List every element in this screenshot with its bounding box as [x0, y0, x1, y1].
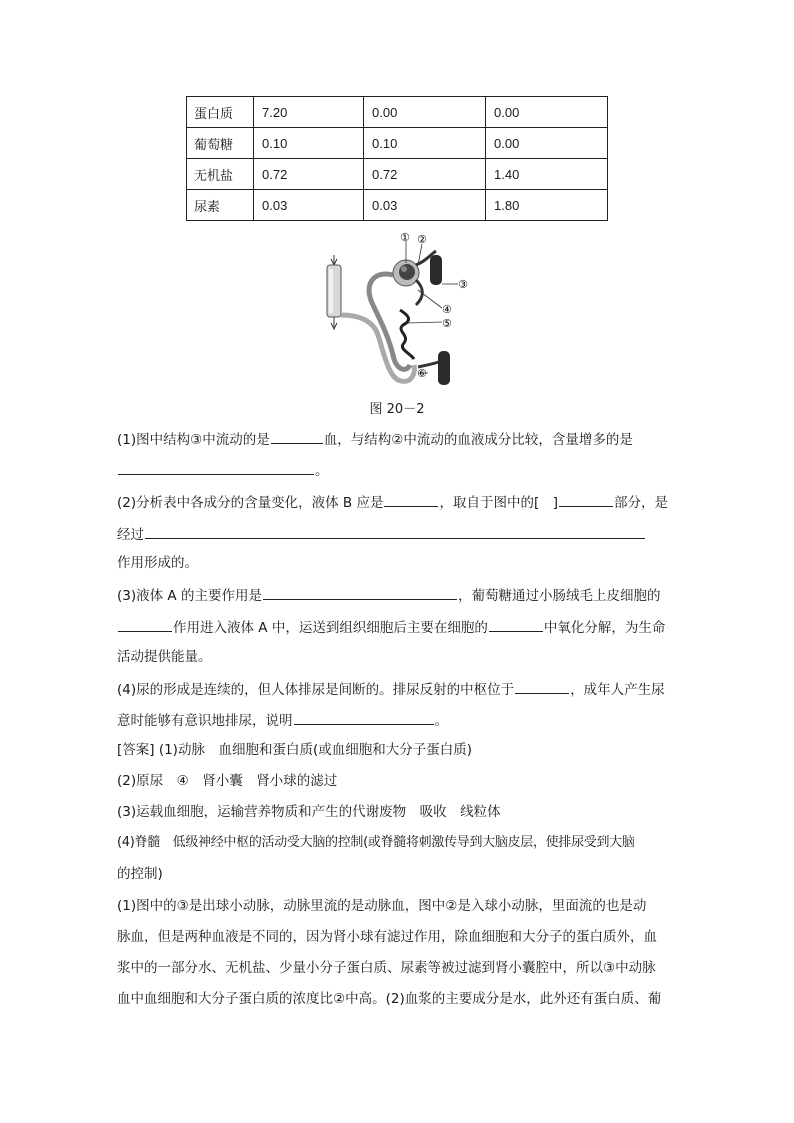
- explanation-line-2: 脉血，但是两种血液是不同的，因为肾小球有滤过作用，除血细胞和大分子的蛋白质外，血: [117, 929, 657, 945]
- question-3-line-3: [117, 647, 687, 667]
- question-1-line-2: [117, 459, 687, 481]
- table-cell: 7.20: [254, 97, 364, 128]
- q3-blank-2[interactable]: [118, 616, 172, 632]
- proximal-tubule: [369, 274, 410, 369]
- label-1: ①: [400, 231, 410, 244]
- q2-blank-2[interactable]: [559, 491, 613, 507]
- q4-blank-2[interactable]: [294, 709, 434, 725]
- question-2-line-2: [117, 523, 687, 545]
- q2-text-b: ，取自于图中的[ ]: [439, 495, 559, 511]
- nephron-diagram: [318, 225, 478, 395]
- answer-line-2: (2)原尿 ④ 肾小囊 肾小球的滤过: [117, 773, 338, 789]
- q2-blank-1[interactable]: [384, 491, 438, 507]
- q4-text-a: (4)尿的形成是连续的，但人体排尿是间断的。排尿反射的中枢位于: [117, 682, 515, 698]
- glomerulus-highlight: [401, 266, 407, 272]
- table-row-label: 蛋白质: [187, 97, 254, 128]
- q1-text-c: 。: [315, 463, 329, 479]
- table-cell: 0.10: [254, 128, 364, 159]
- table-row-label: 无机盐: [187, 159, 254, 190]
- q2-blank-3[interactable]: [145, 523, 645, 539]
- question-4-line-2: [117, 709, 687, 731]
- question-3-line-2: [117, 616, 687, 638]
- q1-blank-1[interactable]: [271, 428, 323, 444]
- table-cell: 1.80: [486, 190, 608, 221]
- q1-text-b: 血，与结构②中流动的血液成分比较，含量增多的是: [323, 432, 633, 448]
- table-cell: 0.00: [364, 97, 486, 128]
- table-cell: 0.00: [486, 97, 608, 128]
- table-cell: 0.10: [364, 128, 486, 159]
- label-6: ⑥: [417, 367, 427, 380]
- label-2: ②: [417, 233, 427, 246]
- answer-line-5: 的控制): [117, 866, 163, 882]
- table-cell: 0.03: [254, 190, 364, 221]
- q2-text-a: (2)分析表中各成分的含量变化，液体 B 应是: [117, 495, 384, 511]
- collecting-duct-highlight: [329, 269, 333, 313]
- answer-line-3: (3)运载血细胞，运输营养物质和产生的代谢废物 吸收 线粒体: [117, 804, 501, 820]
- table-cell: 1.40: [486, 159, 608, 190]
- table-cell: 0.72: [254, 159, 364, 190]
- table-row-label: 葡萄糖: [187, 128, 254, 159]
- question-1-line-1: [117, 428, 687, 450]
- q3-text-b: ，葡萄糖通过小肠绒毛上皮细胞的: [457, 588, 661, 604]
- question-4-line-1: [117, 678, 687, 700]
- answer-line-1: [答案] (1)动脉 血细胞和蛋白质(或血细胞和大分子蛋白质): [117, 742, 472, 758]
- glomerulus: [399, 264, 415, 280]
- label-5: ⑤: [442, 317, 452, 330]
- question-2-line-1: [117, 491, 687, 513]
- table-cell: 0.00: [486, 128, 608, 159]
- q4-text-c: 意时能够有意识地排尿，说明: [117, 713, 293, 729]
- table-row: [187, 128, 608, 159]
- q3-text-d: 中氧化分解，为生命: [543, 620, 666, 636]
- question-3-line-1: [117, 584, 687, 606]
- q2-text-c: 部分，是: [614, 495, 669, 511]
- explanation-line-4: 血中血细胞和大分子蛋白质的浓度比②中高。(2)血浆的主要成分是水，此外还有蛋白质、葡: [117, 991, 662, 1007]
- explanation-line-3: 浆中的一部分水、无机盐、少量小分子蛋白质、尿素等被过滤到肾小囊腔中，所以③中动脉: [117, 960, 656, 976]
- q1-blank-2[interactable]: [118, 459, 314, 475]
- q4-text-d: 。: [434, 713, 448, 729]
- q3-text-a: (3)液体 A 的主要作用是: [117, 588, 262, 604]
- label-3: ③: [458, 278, 468, 291]
- table-row: [187, 159, 608, 190]
- question-2-line-3: [117, 553, 687, 573]
- renal-artery: [430, 255, 442, 285]
- table-cell: 0.03: [364, 190, 486, 221]
- q4-blank-1[interactable]: [515, 678, 569, 694]
- q4-text-b: ，成年人产生尿: [570, 682, 665, 698]
- q2-text-d: 经过: [117, 527, 144, 543]
- table-row: [187, 190, 608, 221]
- figure-caption: 图 20－2: [369, 402, 425, 417]
- peritubular-capillaries: [400, 310, 414, 359]
- table-cell: 0.72: [364, 159, 486, 190]
- q3-blank-3[interactable]: [489, 616, 543, 632]
- renal-vein: [438, 351, 450, 385]
- table-row-label: 尿素: [187, 190, 254, 221]
- composition-table: [186, 96, 608, 221]
- q1-text-a: (1)图中结构③中流动的是: [117, 432, 270, 448]
- q3-text-e: 活动提供能量。: [117, 649, 212, 665]
- answer-line-4: (4)脊髓 低级神经中枢的活动受大脑的控制(或脊髓将刺激传导到大脑皮层，使排尿受到大脑: [117, 835, 635, 850]
- leader-5: [408, 322, 442, 323]
- q3-text-c: 作用进入液体 A 中，运送到组织细胞后主要在细胞的: [173, 620, 488, 636]
- table-row: [187, 97, 608, 128]
- label-4: ④: [442, 303, 452, 316]
- explanation-line-1: (1)图中的③是出球小动脉，动脉里流的是动脉血，图中②是入球小动脉，里面流的也是动: [117, 898, 647, 914]
- q2-text-e: 作用形成的。: [117, 555, 198, 571]
- q3-blank-1[interactable]: [263, 584, 457, 600]
- nephron-figure: [318, 225, 478, 395]
